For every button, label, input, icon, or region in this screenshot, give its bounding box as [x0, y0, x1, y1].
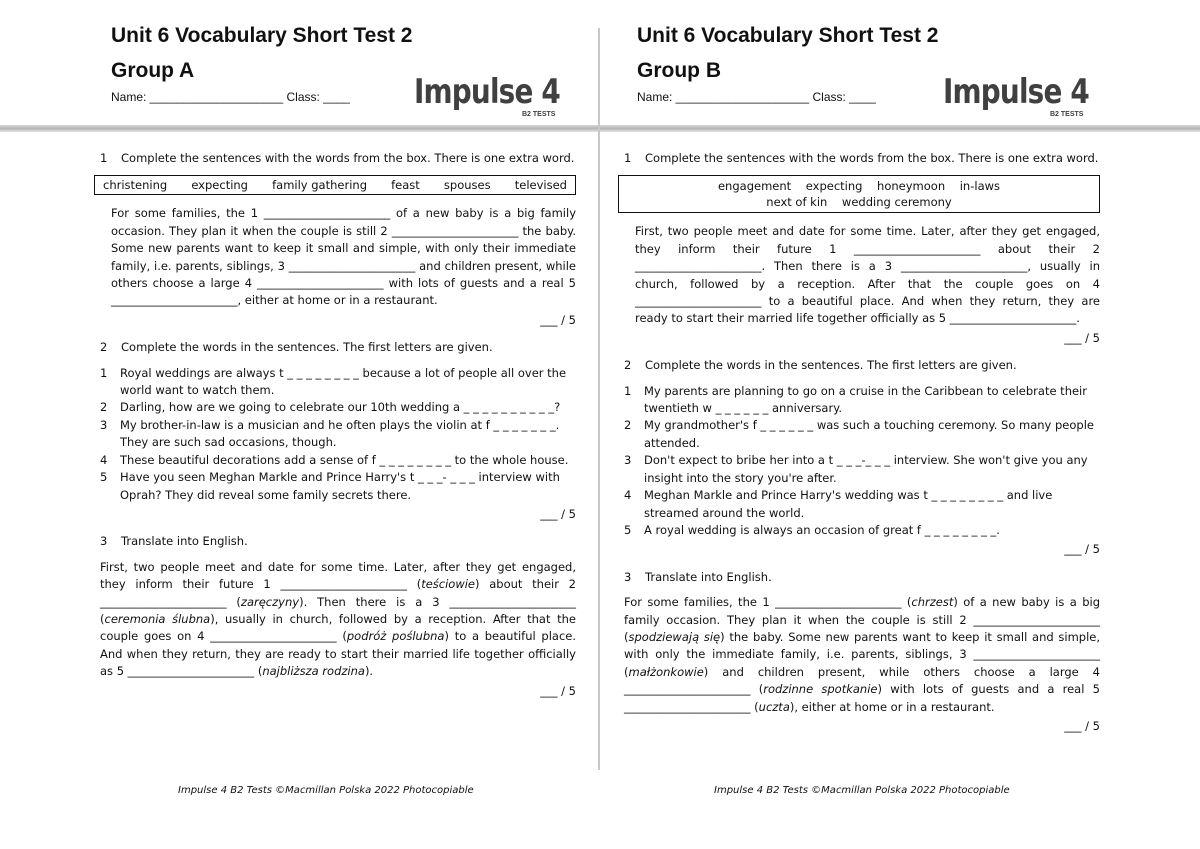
list-item	[624, 452, 1100, 487]
list-item	[100, 417, 576, 452]
exercise-1-instruction	[624, 150, 1100, 167]
exercise-2-score: ___ / 5	[540, 506, 576, 521]
exercise-2-items	[100, 365, 576, 504]
word-box-line: next of kin wedding ceremony	[766, 195, 952, 210]
exercise-3-text	[624, 594, 1100, 716]
exercise-3-score: ___ / 5	[540, 683, 576, 698]
exercise-number: 3	[624, 569, 632, 584]
exercise-3-instruction	[624, 569, 1100, 586]
item-number: 2	[100, 400, 108, 415]
word-box-item: family gathering	[272, 178, 367, 193]
instruction-text: Complete the words in the sentences. The first letters are given.	[121, 340, 493, 355]
word-box	[94, 175, 576, 195]
footer-copyright: Impulse 4 B2 Tests ©Macmillan Polska 2022 Photocopiable	[178, 785, 474, 796]
exercises	[624, 150, 1100, 745]
text-segment: ) about their 2 ______________________ (	[100, 577, 576, 609]
logo-subtitle: B2 TESTS	[1050, 111, 1084, 118]
test-sheet-group-b	[600, 0, 1200, 849]
list-item	[624, 417, 1100, 452]
item-number: 5	[624, 522, 632, 537]
text-segment: ). Then there is a 3 ______________________ (	[100, 594, 576, 626]
logo-subtitle: B2 TESTS	[522, 111, 556, 118]
exercise-1-text: For some families, the 1 ______________________ of a new baby is a big family occasion. They plan it when the couple is still 2 ______________________ the baby. Some new parents want to keep it small and simple, with only their immediate family, i.e. parents, siblings, 3 ______________________ and children present, while others choose a large 4 ______________________ with lots of guests and a real 5 ______________________, either at home or in a restaurant.	[111, 206, 576, 308]
group-label: Group B	[637, 59, 721, 82]
exercise-number: 2	[100, 340, 108, 355]
word-box-item: televised	[514, 178, 567, 193]
instruction-text: Translate into English.	[645, 569, 772, 584]
group-label: Group A	[111, 59, 195, 82]
exercises	[100, 150, 576, 710]
text-segment: ), usually in church, followed by a reception. After that the couple goes on 4 ______________________ (	[100, 611, 576, 644]
word-box-line: engagement expecting honeymoon in-laws	[717, 179, 1001, 194]
exercise-2-instruction	[100, 339, 576, 356]
instruction-text: Complete the sentences with the words from the box. There is one extra word.	[121, 151, 575, 165]
instruction-text: Translate into English.	[121, 534, 248, 549]
polish-hint: małżonkowie	[628, 664, 704, 679]
exercise-3-instruction	[100, 533, 576, 550]
item-text: My grandmother's f _ _ _ _ _ _ was such a touching ceremony. So many people attended.	[644, 418, 1094, 450]
polish-hint: spodziewają się	[628, 629, 721, 644]
item-number: 4	[100, 452, 108, 467]
list-item	[100, 399, 576, 416]
item-text: A royal wedding is always an occasion of great f _ _ _ _ _ _ _ _.	[644, 522, 1000, 537]
list-item	[100, 365, 576, 400]
test-title: Unit 6 Vocabulary Short Test 2	[637, 24, 939, 47]
polish-hint: najbliższa rodzina	[262, 664, 365, 679]
item-text: My brother-in-law is a musician and he often plays the violin at f _ _ _ _ _ _ _. They are such sad occasions, though.	[120, 417, 560, 450]
name-class-line: Name: ____________________ Class: ____	[111, 90, 350, 104]
text-segment: ).	[364, 664, 374, 679]
text-segment: For some families, the 1 ______________________ (	[624, 595, 912, 610]
exercise-3-text	[100, 559, 576, 681]
list-item	[624, 487, 1100, 522]
item-number: 1	[624, 383, 632, 398]
polish-hint: uczta	[758, 699, 790, 714]
item-number: 2	[624, 418, 632, 433]
item-number: 3	[624, 453, 632, 468]
list-item	[624, 383, 1100, 418]
word-box-item: feast	[391, 178, 420, 193]
polish-hint: teściowie	[421, 577, 475, 592]
polish-hint: ceremonia ślubna	[104, 611, 211, 626]
text-segment: ) of a new baby is a big family occasion. They plan it when the couple is still 2 ______________________ (	[624, 595, 1100, 644]
text-segment: ) to a beautiful place. And when they return, they are ready to start their married life together officially as 5 ______________________ (	[100, 629, 576, 679]
item-number: 4	[624, 488, 632, 503]
exercise-1-score: ___ / 5	[540, 312, 576, 327]
footer-copyright: Impulse 4 B2 Tests ©Macmillan Polska 2022 Photocopiable	[714, 785, 1010, 796]
exercise-1-instruction	[100, 150, 576, 167]
text-segment: ) and children present, while others choose a large 4 ______________________ (	[624, 664, 1100, 697]
exercise-number: 2	[624, 358, 632, 373]
text-segment: ) the baby. Some new parents want to keep it small and simple, with only the immediate family, i.e. parents, siblings, 3 ______________________ (	[624, 629, 1101, 679]
item-text: Don't expect to bribe her into a t _ _ _-_ _ _ interview. She won't give you any insight into the story you're after.	[644, 453, 1088, 485]
item-number: 3	[100, 417, 108, 432]
instruction-text: Complete the words in the sentences. The first letters are given.	[645, 358, 1017, 373]
word-box-item: expecting	[191, 178, 248, 193]
exercise-2-score: ___ / 5	[1064, 542, 1100, 557]
item-text: These beautiful decorations add a sense of f _ _ _ _ _ _ _ _ to the whole house.	[120, 452, 569, 467]
text-segment: ) with lots of guests and a real 5 ______________________ (	[624, 682, 1100, 714]
exercise-number: 1	[100, 151, 108, 165]
word-box	[618, 175, 1100, 213]
list-item	[100, 469, 576, 504]
instruction-text: Complete the sentences with the words from the box. There is one extra word.	[645, 151, 1099, 165]
exercise-3-score: ___ / 5	[1064, 718, 1100, 733]
impulse-logo: Impulse 4	[943, 72, 1090, 112]
exercise-number: 3	[100, 534, 108, 549]
list-item	[100, 452, 576, 469]
exercise-2-instruction	[624, 357, 1100, 374]
polish-hint: chrzest	[911, 595, 954, 610]
word-box-item: spouses	[443, 178, 491, 193]
polish-hint: zaręczyny	[240, 594, 300, 609]
item-text: Royal weddings are always t _ _ _ _ _ _ _ _ because a lot of people all over the world want to watch them.	[120, 365, 567, 398]
list-item	[624, 522, 1100, 539]
name-class-line: Name: ____________________ Class: ____	[637, 90, 876, 104]
item-number: 5	[100, 470, 108, 485]
item-number: 1	[100, 365, 108, 380]
exercise-1-text: First, two people meet and date for some time. Later, after they get engaged, they inform their future 1 ______________________ about their 2 ______________________. Then there is a 3 ______________________, usually in church, followed by a reception. After that the couple goes on 4 ______________________ to a beautiful place. And when they return, they are ready to start their married life together officially as 5 ______________________.	[635, 224, 1100, 326]
polish-hint: rodzinne spotkanie	[763, 682, 878, 697]
text-segment: First, two people meet and date for some time. Later, after they get engaged, they inform their future 1 ______________________ (	[100, 559, 576, 592]
impulse-logo: Impulse 4	[414, 72, 561, 112]
exercise-number: 1	[624, 151, 632, 165]
exercise-1-score: ___ / 5	[1064, 330, 1100, 345]
item-text: Have you seen Meghan Markle and Prince Harry's t _ _ _- _ _ _ interview with Oprah? They did reveal some family secrets there.	[120, 470, 560, 502]
text-segment: ), either at home or in a restaurant.	[789, 699, 995, 714]
item-text: My parents are planning to go on a cruise in the Caribbean to celebrate their twentieth w _ _ _ _ _ _ anniversary.	[644, 383, 1087, 416]
exercise-2-items	[624, 383, 1100, 540]
item-text: Darling, how are we going to celebrate our 10th wedding a _ _ _ _ _ _ _ _ _ _?	[120, 400, 561, 415]
item-text: Meghan Markle and Prince Harry's wedding was t _ _ _ _ _ _ _ _ and live streamed around the world.	[644, 488, 1053, 520]
test-title: Unit 6 Vocabulary Short Test 2	[111, 24, 413, 47]
word-box-item: christening	[103, 178, 168, 193]
polish-hint: podróż poślubna	[346, 629, 445, 644]
